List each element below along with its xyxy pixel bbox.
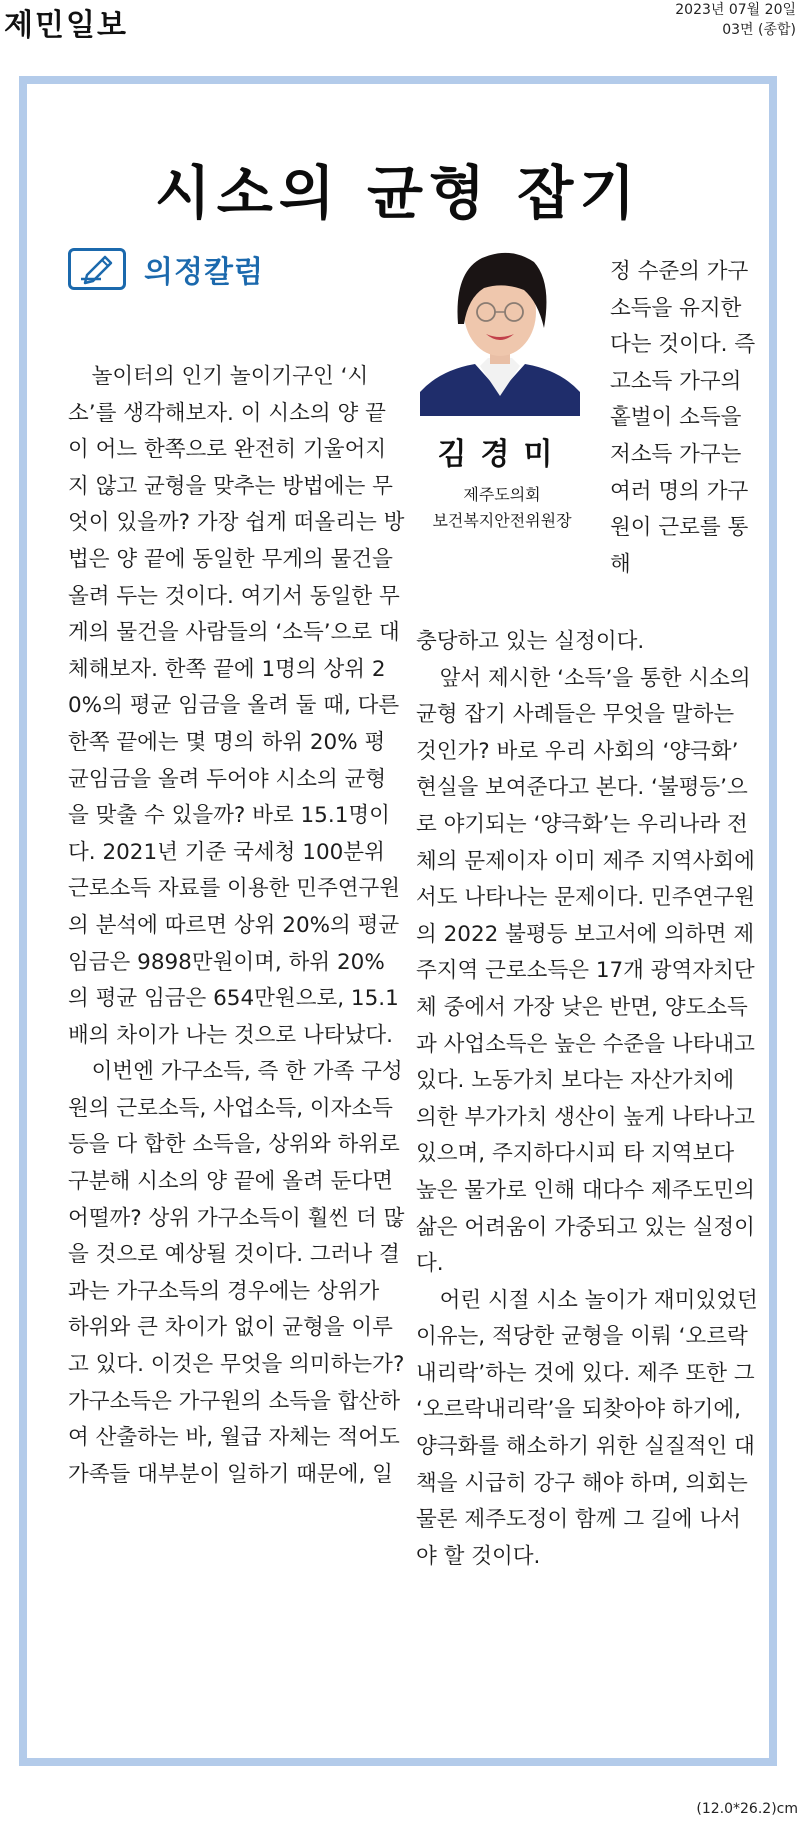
column-badge xyxy=(68,247,264,291)
article-paragraph: 어린 시절 시소 놀이가 재미있었던 이유는, 적당한 균형을 이뤄 ‘오르락내리락’하는 것에 있다. 제주 또한 그 ‘오르락내리락’을 되찾아야 하기에, 양극화를 해소하기 위한 실질적인 대책을 시급히 강구 해야 하며, 의회는 물론 제주도정이 함께 그 길에 나서야 할 것이다. xyxy=(416,1287,758,1569)
author-organization: 제주도의회 xyxy=(463,485,541,504)
article-left-column xyxy=(68,359,405,1493)
column-label: 의정칼럼 xyxy=(144,255,264,290)
newspaper-masthead: 제민일보 xyxy=(4,8,128,43)
article-title: 시소의 균형 잡기 xyxy=(154,159,642,227)
article-paragraph: 이번엔 가구소득, 즉 한 가족 구성원의 근로소득, 사업소득, 이자소득 등을 다 합한 소득을, 상위와 하위로 구분해 시소의 양 끝에 올려 둔다면 어떨까? 상위 가구소득이 훨씬 더 많을 것으로 예상될 것이다. 그러나 결과는 가구소득의 경우에는 상위가 하위와 큰 차이가 없이 균형을 이루고 있다. 이것은 무엇을 의미하는가? 가구소득은 가구원의 소득을 합산하여 산출하는 바, 월급 자체는 적어도 가족들 대부분이 일하기 때문에, 일 xyxy=(68,1059,405,1487)
article-paragraph: 충당하고 있는 실정이다. xyxy=(416,629,645,654)
author-photo xyxy=(420,242,580,416)
page-section: 03면 (종합) xyxy=(722,22,796,38)
article-paragraph: 앞서 제시한 ‘소득’을 통한 시소의 균형 잡기 사례들은 무엇을 말하는 것인가? 바로 우리 사회의 ‘양극화’ 현실을 보여준다고 본다. ‘불평등’으로 야기되는 ‘양극화’는 우리나라 전체의 문제이자 이미 제주 지역사회에서도 나타나는 문제이다. 민주연구원의 2022 불평등 보고서에 의하면 제주지역 근로소득은 17개 광역자치단체 중에서 가장 낮은 반면, 양도소득과 사업소득은 높은 수준을 나타내고 있다. 노동가치 보다는 자산가치에 의한 부가가치 생산이 높게 나타나고 있으며, 주지하다시피 타 지역보다 높은 물가로 인해 대다수 제주도민의 삶은 어려움이 가중되고 있는 실정이다. xyxy=(416,665,755,1277)
author-position: 보건복지안전위원장 xyxy=(432,511,572,530)
publication-date: 2023년 07월 20일 xyxy=(675,2,796,18)
article-paragraph: 놀이터의 인기 놀이기구인 ‘시소’를 생각해보자. 이 시소의 양 끝이 어느 한쪽으로 완전히 기울어지지 않고 균형을 맞추는 방법에는 무엇이 있을까? 가장 쉽게 떠올리는 방법은 양 끝에 동일한 무게의 물건을 올려 두는 것이다. 여기서 동일한 무게의 물건을 사람들의 ‘소득’으로 대체해보자. 한쪽 끝에 1명의 상위 20%의 평균 임금을 올려 둘 때, 다른 한쪽 끝에는 몇 명의 하위 20% 평균임금을 올려 두어야 시소의 균형을 맞출 수 있을까? 바로 15.1명이다. 2021년 기준 국세청 100분위 근로소득 자료를 이용한 민주연구원의 분석에 따르면 상위 20%의 평균임금은 9898만원이며, 하위 20%의 평균 임금은 654만원으로, 15.1배의 차이가 나는 것으로 나타났다. xyxy=(68,364,405,1048)
author-name: 김경미 xyxy=(437,437,567,472)
article-size-note: (12.0*26.2)cm xyxy=(696,1801,798,1817)
author-affiliation xyxy=(409,482,595,534)
article-flow-text: 정 수준의 가구소득을 유지한다는 것이다. 즉 고소득 가구의 홑벌이 소득을 저소득 가구는 여러 명의 가구원이 근로를 통해 xyxy=(610,259,756,577)
article-frame xyxy=(19,76,777,1766)
article-right-column xyxy=(416,624,761,1575)
pen-note-icon xyxy=(68,248,126,290)
publication-meta xyxy=(675,0,796,40)
